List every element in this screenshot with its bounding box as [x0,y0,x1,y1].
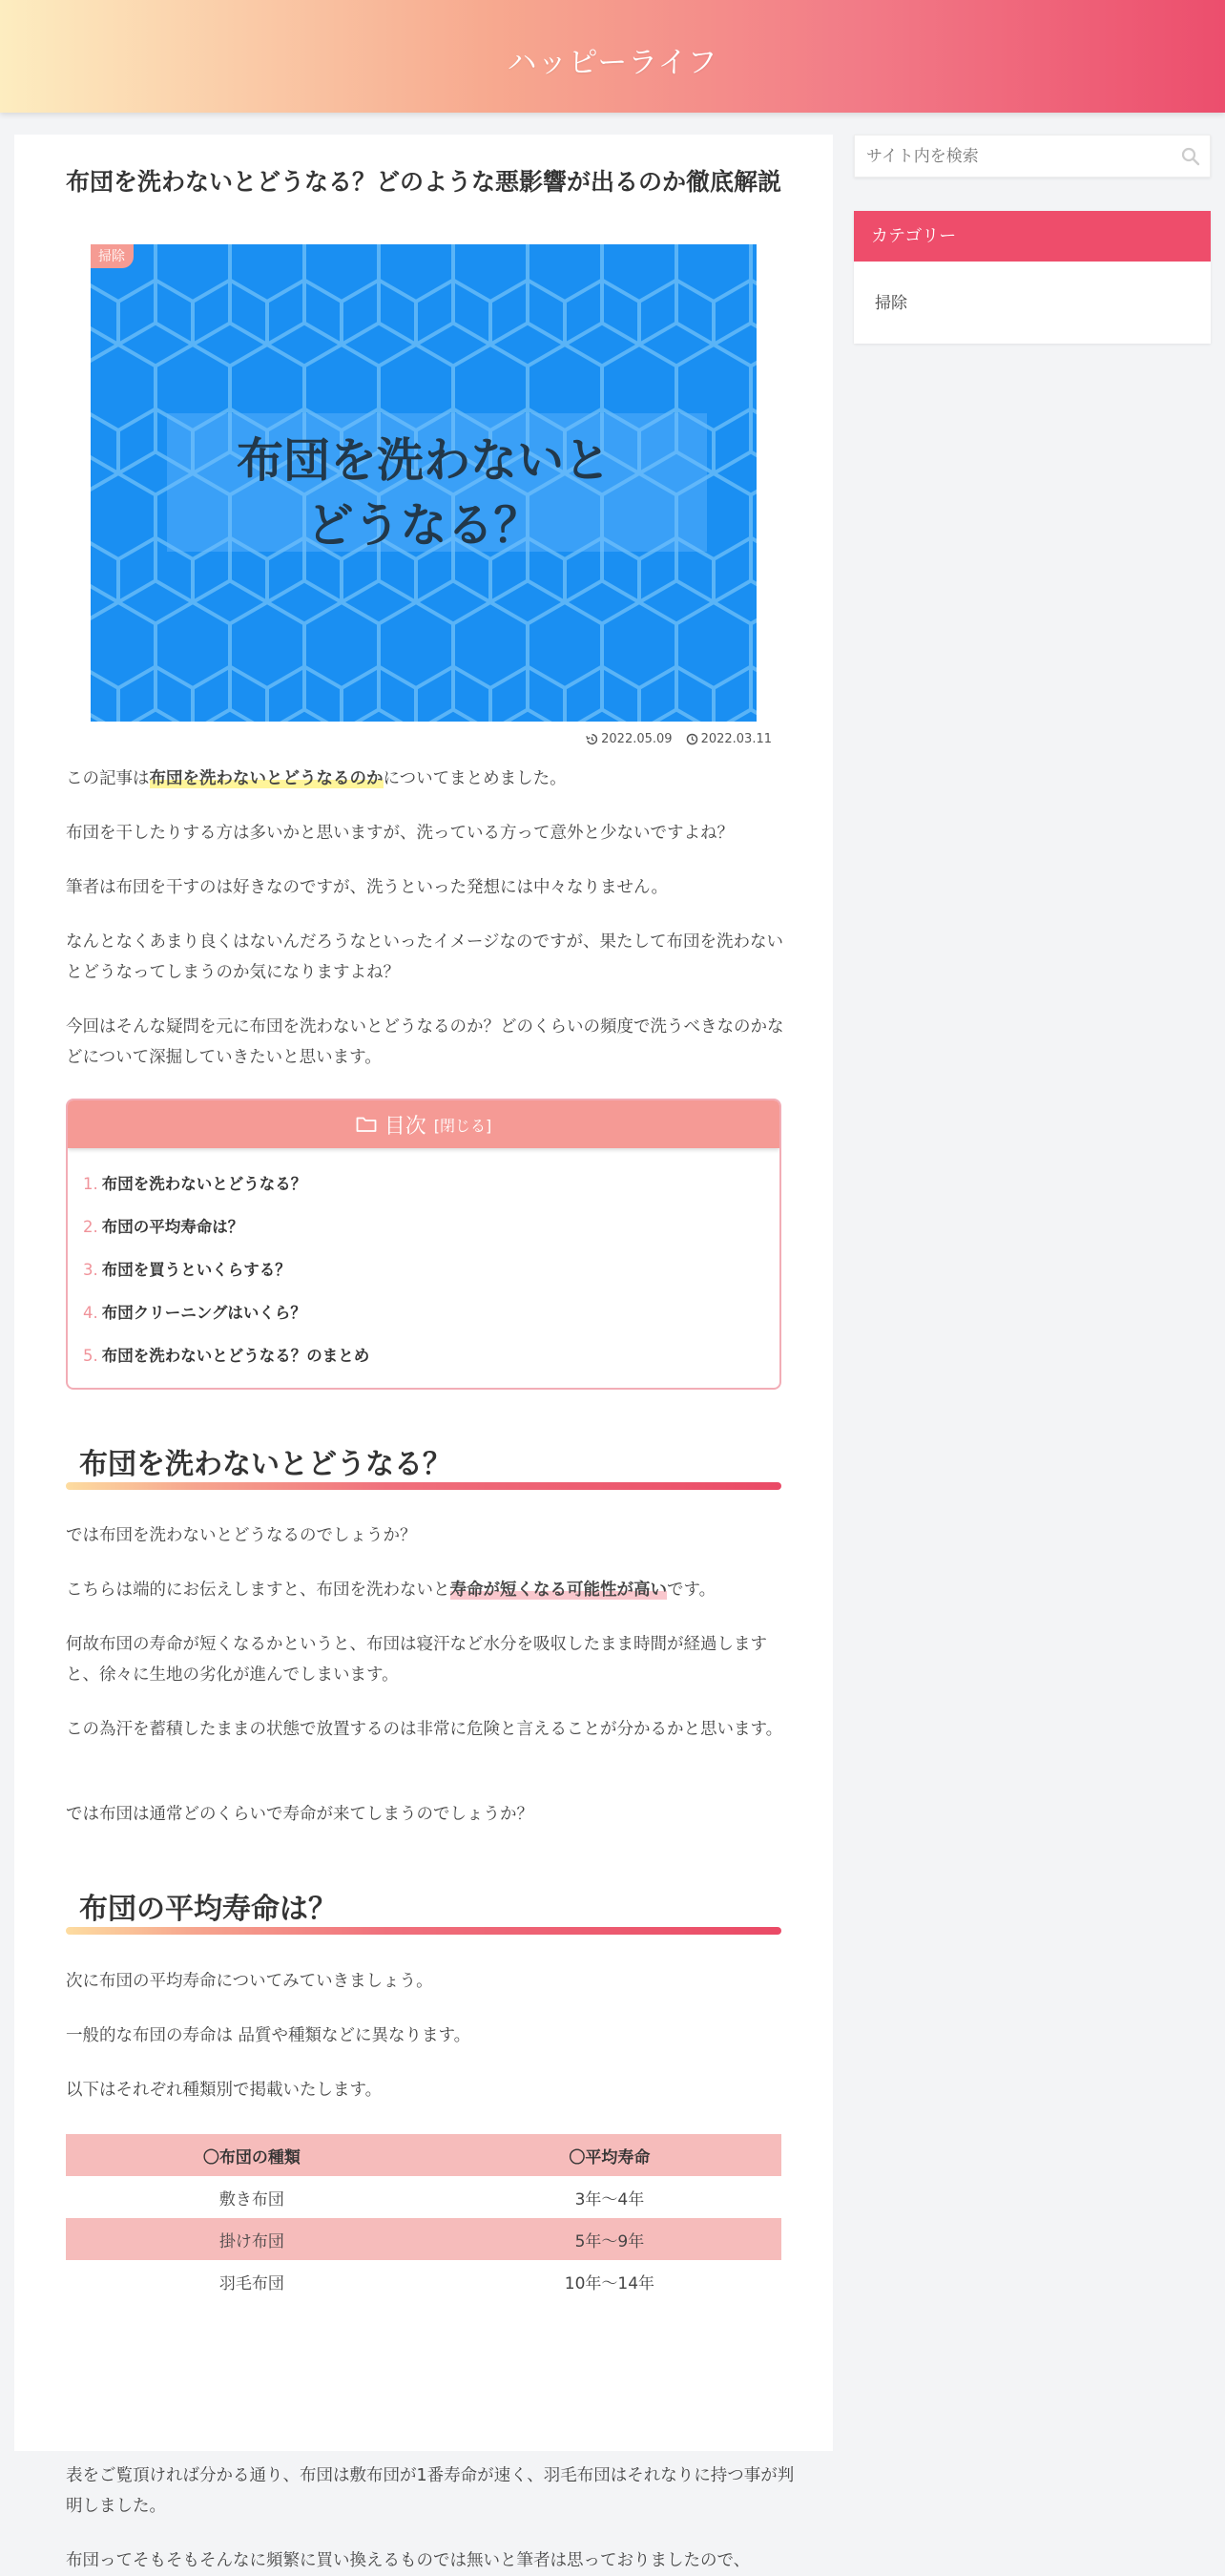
section1-paragraph-2: こちらは端的にお伝えしますと、布団を洗わないと寿命が短くなる可能性が高いです。 [66,1581,716,1600]
toc-title: 目次 [384,1114,426,1139]
site-header [0,0,1225,113]
heading-underline [66,1927,781,1935]
toc-header [68,1100,779,1148]
intro-paragraph-5: 今回はそんな疑問を元に布団を洗わないとどうなるのか？どのくらいの頻度で洗うべきなのかなどについて深掘していきたいと思います。 [66,1017,784,1067]
section2-paragraph-3: 以下はそれぞれ種類別で掲載いたします。 [66,2081,383,2100]
section2-paragraph-5: 布団ってそもそもそんなに頻繁に買い換えるものでは無いと筆者は思っておりましたので、 [66,2551,751,2570]
table-cell: 掛け布団 [66,2218,438,2260]
heading-underline [66,1482,781,1490]
eyecatch-line-2: どうなる？ [306,498,541,553]
table-cell: 羽毛布団 [66,2260,438,2302]
section1-paragraph-3: 何故布団の寿命が短くなるかというと、布団は寝汗など水分を吸収したまま時間が経過しますと、徐々に生地の劣化が進んでしまいます。 [66,1635,767,1685]
section2-paragraph-1: 次に布団の平均寿命についてみていきましょう。 [66,1972,433,1991]
toc-item[interactable]: 1. 布団を洗わないとどうなる？ [83,1175,307,1193]
table-cell: 敷き布団 [66,2176,438,2218]
category-widget-heading: カテゴリー [854,211,1211,262]
updated-date [586,732,672,746]
table-cell: 3年～4年 [438,2176,781,2218]
intro-paragraph-4: なんとなくあまり良くはないんだろうなといったイメージなのですが、果たして布団を洗わないとどうなってしまうのか気になりますよね？ [66,932,783,982]
toc-item[interactable]: 3. 布団を買うといくらする？ [83,1261,291,1279]
intro-paragraph-1: この記事は布団を洗わないとどうなるのかについてまとめました。 [66,769,567,788]
section-heading-2: 布団の平均寿命は？ [66,1875,781,1935]
post-dates [586,732,772,746]
intro-paragraph-2: 布団を干したりする方は多いかと思いますが、洗っている方って意外と少ないですよね？ [66,824,734,843]
section2-paragraph-4: 表をご覧頂ければ分かる通り、布団は敷布団が1番寿命が速く、羽毛布団はそれなりに持つ事が判明しました。 [66,2466,795,2516]
toc-list [68,1148,779,1386]
toc-item[interactable]: 2. 布団の平均寿命は？ [83,1218,244,1236]
toc-item[interactable]: 4. 布団クリーニングはいくら？ [83,1304,306,1322]
eyecatch-image [91,244,757,722]
published-date [686,732,772,746]
published-date-text: 2022.03.11 [700,732,772,746]
highlight-marker: 寿命が短くなる可能性が高い [449,1581,667,1600]
intro-paragraph-3: 筆者は布団を干すのは好きなのですが、洗うといった発想には中々なりません。 [66,878,669,897]
table-header-cell: 〇布団の種類 [66,2134,438,2176]
table-row [66,2260,781,2302]
updated-date-text: 2022.05.09 [601,732,673,746]
section1-paragraph-4: この為汗を蓄積したままの状態で放置するのは非常に危険と言えることが分かるかと思います。 [66,1720,783,1739]
table-cell: 10年～14年 [438,2260,781,2302]
folder-icon [356,1116,377,1133]
futon-lifespan-table [66,2134,781,2302]
toc-item[interactable]: 5. 布団を洗わないとどうなる？のまとめ [83,1347,370,1365]
table-header-cell: 〇平均寿命 [438,2134,781,2176]
section1-paragraph-5: では布団は通常どのくらいで寿命が来てしまうのでしょうか？ [66,1805,533,1824]
eyecatch-line-1: 布団を洗わないと [236,433,611,488]
section-heading-1: 布団を洗わないとどうなる？ [66,1431,781,1490]
main-content [14,135,833,2570]
article-title: 布団を洗わないとどうなる？どのような悪影響が出るのか徹底解説 [66,168,782,196]
table-of-contents [66,1099,781,1390]
section1-paragraph-1: では布団を洗わないとどうなるのでしょうか？ [66,1526,417,1545]
search-input[interactable] [855,136,1170,177]
history-icon [586,733,598,745]
table-header-row [66,2134,781,2176]
table-row [66,2176,781,2218]
search-box [854,135,1211,178]
toc-close-toggle[interactable]: [閉じる] [433,1116,492,1135]
category-widget [854,211,1211,344]
highlight-marker: 布団を洗わないとどうなるのか [149,769,384,788]
table-cell: 5年～9年 [438,2218,781,2260]
site-title[interactable]: ハッピーライフ [507,46,718,80]
table-row [66,2218,781,2260]
category-link-cleaning[interactable]: 掃除 [875,294,907,313]
section2-paragraph-2: 一般的な布団の寿命は 品質や種類などに異なります。 [66,2026,471,2045]
category-badge[interactable]: 掃除 [91,244,134,268]
clock-icon [686,733,698,745]
search-icon[interactable] [1181,147,1200,166]
